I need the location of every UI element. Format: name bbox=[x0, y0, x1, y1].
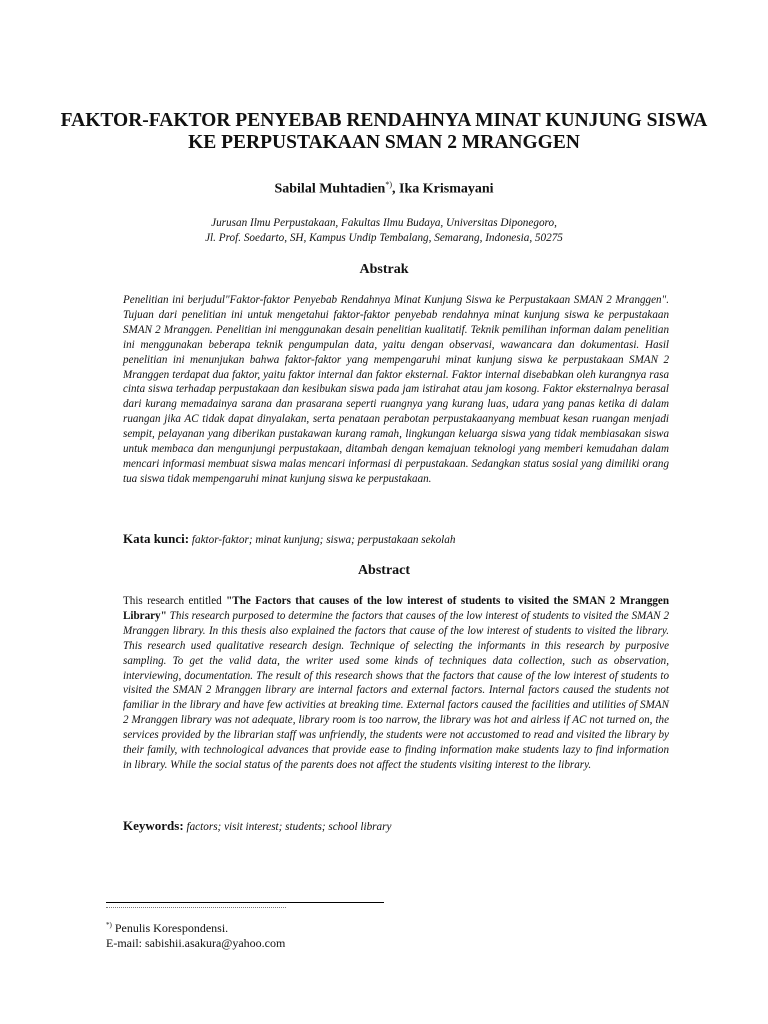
affiliation-line-2: Jl. Prof. Soedarto, SH, Kampus Undip Tembalang, Semarang, Indonesia, 50275 bbox=[205, 232, 563, 244]
title-line-2: KE PERPUSTAKAAN SMAN 2 MRANGGEN bbox=[188, 132, 580, 153]
footnote bbox=[106, 918, 285, 951]
abstract-body bbox=[123, 594, 669, 773]
kata-kunci bbox=[123, 531, 669, 547]
affiliation bbox=[60, 216, 708, 246]
keywords-label: Keywords: bbox=[123, 818, 184, 833]
abstrak-heading: Abstrak bbox=[359, 262, 409, 277]
paper-title bbox=[60, 110, 708, 154]
kata-kunci-text: faktor-faktor; minat kunjung; siswa; perpustakaan sekolah bbox=[189, 534, 456, 546]
abstract-text: This research purposed to determine the factors that causes of the low interest of students to visited the SMAN 2 Mranggen library. In this thesis also explained the factors that cause of the low interest of students to visited the library. This research used qualitative research design. Technique of selecting the informants in this research by purposive sampling. To get the valid data, the writer used some kinds of techniques data collection, such as observation, interviewing, documentation. The result of this research shows that the factors that cause of the low interest of students to visited the SMAN 2 Mranggen library are internal factors and external factors. Internal factors caused the students not familiar in the library and have few activities at breaking time. External factors caused the facilities and utilities of SMAN 2 Mranggen library was not adequate, library room is too narrow, the library was hot and airless if AC not turned on, the services provided by the librarian staff was unfriendly, the students were not accustomed to read and visited the library by their family, with technological advances that provide ease to finding information make students lazy to find information in library. While the social status of the parents does not affect the students visiting interest to the library. bbox=[123, 609, 669, 771]
author-first: Sabilal Muhtadien bbox=[274, 181, 386, 197]
footnote-divider-dotted bbox=[106, 907, 286, 908]
footnote-email: E-mail: sabishii.asakura@yahoo.com bbox=[106, 936, 286, 950]
abstrak-body: Penelitian ini berjudul"Faktor-faktor Penyebab Rendahnya Minat Kunjung Siswa ke Perpustakaan SMAN 2 Mranggen". Tujuan dari penelitian ini untuk mengetahui faktor-faktor penyebab rendahnya minat kunjung siswa ke perpustakaan SMAN 2 Mranggen. Penelitian ini menggunakan desain penelitian kualitatif. Teknik pemilihan informan dalam penelitian ini menggunakan beberapa teknik pengumpulan data, yaitu dengan observasi, wawancara dan dokumentasi. Hasil penelitian ini menunjukan bahwa faktor-faktor yang mempengaruhi minat kunjung siswa ke perpustakaan SMAN 2 Mranggen terdapat dua faktor, yaitu faktor internal dan faktor eksternal. Faktor internal disebabkan oleh kurangnya rasa cinta siswa terhadap perpustakaan dan kesibukan siswa pada jam istirahat atau jam kosong. Faktor eksternalnya berasal dari kurang memadainya sarana dan prasarana seperti ruangnya yang kurang luas, udara yang panas ketika di dalam ruangan jika AC tidak dapat dinyalakan, serta penataan perabotan perpustakaanyang membuat kesan ruangan menjadi sempit, pelayanan yang diberikan pustakawan kurang ramah, lingkungan keluarga siswa yang tidak membiasakan siswa untuk membaca dan mengunjungi perpustakaan, ditambah dengan kemajuan teknologi yang memberi kemudahan dalam mencari informasi membuat siswa malas mencari informasi di perpustakaan. Sedangkan status sosial yang dimiliki orang tua siswa tidak mempengaruhi minat kunjung siswa ke perpustakaan. bbox=[123, 294, 669, 485]
abstract-research-title: "The Factors that causes of the low interest of students to visited the SMAN 2 Mranggen Library" bbox=[123, 595, 670, 622]
abstract-heading: Abstract bbox=[357, 563, 411, 578]
keywords bbox=[123, 818, 669, 834]
corresponding-mark: *) bbox=[385, 180, 393, 189]
footnote-divider bbox=[106, 902, 384, 903]
title-line-1: FAKTOR-FAKTOR PENYEBAB RENDAHNYA MINAT KUNJUNG SISWA bbox=[60, 110, 708, 131]
footnote-mark: *) bbox=[106, 921, 112, 929]
affiliation-line-1: Jurusan Ilmu Perpustakaan, Fakultas Ilmu Budaya, Universitas Diponegoro, bbox=[211, 217, 557, 229]
kata-kunci-label: Kata kunci: bbox=[123, 531, 190, 546]
author-list bbox=[60, 180, 708, 198]
author-rest: , Ika Krismayani bbox=[392, 181, 494, 197]
abstract-lead: This research entitled bbox=[123, 595, 227, 607]
keywords-text: factors; visit interest; students; school library bbox=[183, 821, 392, 833]
footnote-label: Penulis Korespondensi. bbox=[111, 921, 229, 935]
